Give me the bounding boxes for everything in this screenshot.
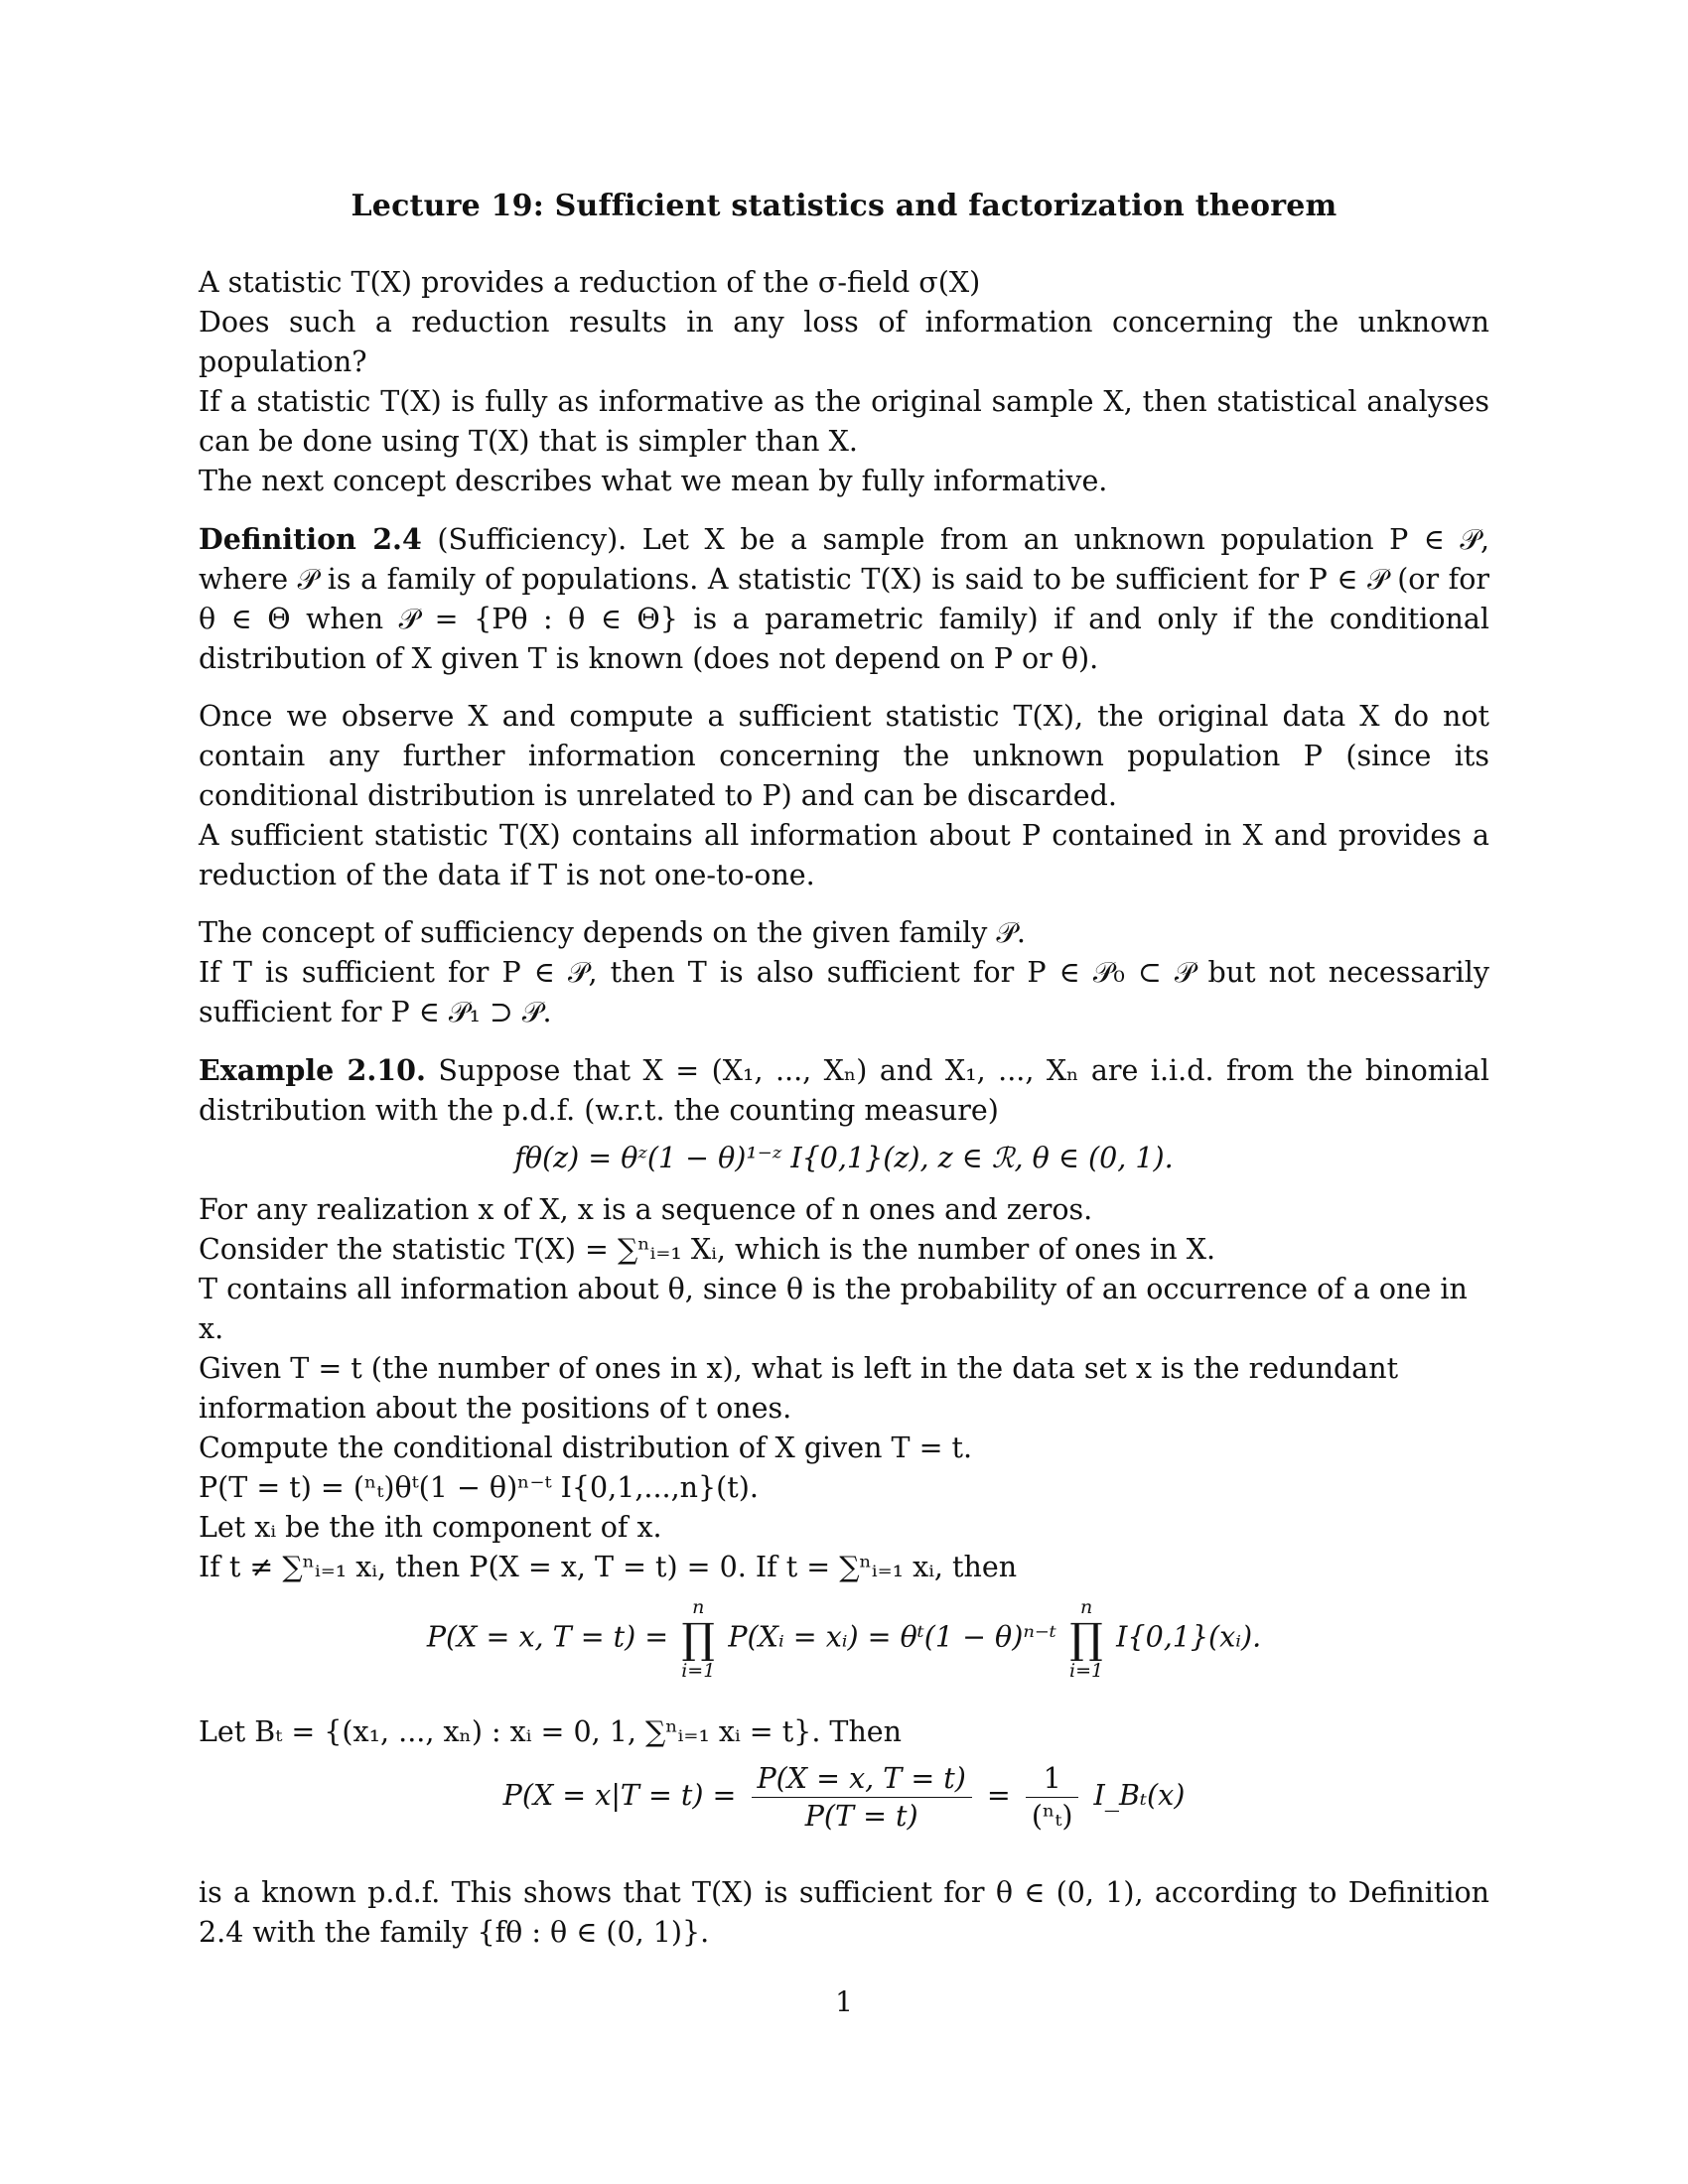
intro-line: Does such a reduction results in any loss of information concerning the unknown population? [199,306,1489,378]
equation-conditional [199,1762,1489,1861]
example-line: P(T = t) = (ⁿₜ)θᵗ(1 − θ)ⁿ⁻ᵗ I{0,1,...,n}(t). [199,1471,759,1504]
fraction [1026,1762,1079,1833]
conclusion-paragraph: is a known p.d.f. This shows that T(X) is sufficient for θ ∈ (0, 1), according to Definition 2.4 with the family {fθ : θ ∈ (0, 1)}. [199,1876,1489,1949]
once-line: A sufficient statistic T(X) contains all information about P contained in X and provides a reduction of the data if T is not one-to-one. [199,819,1489,891]
fraction-denominator: P(T = t) [804,1800,918,1833]
concept-line: The concept of sufficiency depends on the given family 𝒫. [199,916,1026,949]
fraction-denominator: (ⁿₜ) [1031,1800,1073,1833]
product-operator [681,1597,715,1681]
example-line: If t ≠ ∑ⁿᵢ₌₁ xᵢ, then P(X = x, T = t) = 0. If t = ∑ⁿᵢ₌₁ xᵢ, then [199,1551,1018,1583]
product-lower-limit: i=1 [1069,1660,1104,1682]
definition-paragraph [199,519,1489,679]
product-operator [1069,1597,1103,1681]
equation-joint-probability [199,1597,1489,1706]
intro-line: The next concept describes what we mean by fully informative. [199,465,1108,497]
example-text: Suppose that X = (X₁, ..., Xₙ) and X₁, ..., Xₙ are i.i.d. from the binomial distribution with the p.d.f. (w.r.t. the counting measure) [199,1054,1490,1127]
eq2-right: I{0,1}(xᵢ). [1116,1620,1262,1654]
fraction-numerator: P(X = x, T = t) [752,1762,972,1798]
product-upper-limit: n [692,1596,705,1618]
concept-paragraph [199,913,1489,1032]
product-upper-limit: n [1079,1596,1093,1618]
product-lower-limit: i=1 [681,1660,716,1682]
concept-line: If T is sufficient for P ∈ 𝒫, then T is also sufficient for P ∈ 𝒫₀ ⊂ 𝒫 but not necessarily sufficient for P ∈ 𝒫₁ ⊃ 𝒫. [199,956,1489,1028]
intro-line: A statistic T(X) provides a reduction of the σ-field σ(X) [199,266,981,299]
eq2-left: P(X = x, T = t) = [426,1620,669,1654]
eq2-mid: P(Xᵢ = xᵢ) = θᵗ(1 − θ)ⁿ⁻ᵗ [728,1620,1056,1654]
fraction [752,1762,972,1833]
example-paragraph [199,1050,1489,1131]
example-line: Compute the conditional distribution of X given T = t. [199,1432,973,1464]
product-symbol: ∏ [681,1614,715,1663]
page-number: 1 [835,1985,853,2018]
example-line: Given T = t (the number of ones in x), what is left in the data set x is the redundant information about the positions of t ones. [199,1352,1399,1425]
equation-pdf: fθ(z) = θᶻ(1 − θ)¹⁻ᶻ I{0,1}(z), z ∈ ℛ, θ ∈ (0, 1). [514,1142,1174,1174]
intro-paragraph [199,263,1489,501]
example-line: For any realization x of X, x is a sequence of n ones and zeros. [199,1193,1093,1226]
page-body [199,189,1489,1971]
definition-label: Definition 2.4 [199,522,422,556]
lecture-title: Lecture 19: Sufficient statistics and factorization theorem [351,189,1337,223]
once-line: Once we observe X and compute a sufficient statistic T(X), the original data X do not contain any further information concerning the unknown population P (since its conditional distribution is unrelated to P) and can be discarded. [199,700,1489,812]
product-symbol: ∏ [1069,1614,1103,1663]
equals-sign: = [986,1779,1011,1812]
example-line: T contains all information about θ, since θ is the probability of an occurrence of a one in x. [199,1273,1468,1345]
let-bt-line: Let Bₜ = {(x₁, ..., xₙ) : xᵢ = 0, 1, ∑ⁿᵢ₌₁ xᵢ = t}. Then [199,1715,903,1748]
example-label: Example 2.10. [199,1053,426,1087]
example-line: Consider the statistic T(X) = ∑ⁿᵢ₌₁ Xᵢ, which is the number of ones in X. [199,1233,1216,1266]
eq3-left: P(X = x|T = t) = [502,1779,737,1812]
intro-line: If a statistic T(X) is fully as informative as the original sample X, then statistical analyses can be done using T(X) that is simpler than X. [199,385,1489,458]
eq3-right: I_Bₜ(x) [1093,1779,1186,1812]
example-lines [199,1190,1489,1587]
once-paragraph [199,697,1489,895]
definition-text: (Sufficiency). Let X be a sample from an unknown population P ∈ 𝒫, where 𝒫 is a family of populations. A statistic T(X) is said to be sufficient for P ∈ 𝒫 (or for θ ∈ Θ when 𝒫 = {Pθ : θ ∈ Θ} is a parametric family) if and only if the conditional distribution of X given T is known (does not depend on P or θ). [199,523,1490,675]
fraction-numerator: 1 [1026,1762,1079,1798]
example-line: Let xᵢ be the ith component of x. [199,1511,662,1544]
